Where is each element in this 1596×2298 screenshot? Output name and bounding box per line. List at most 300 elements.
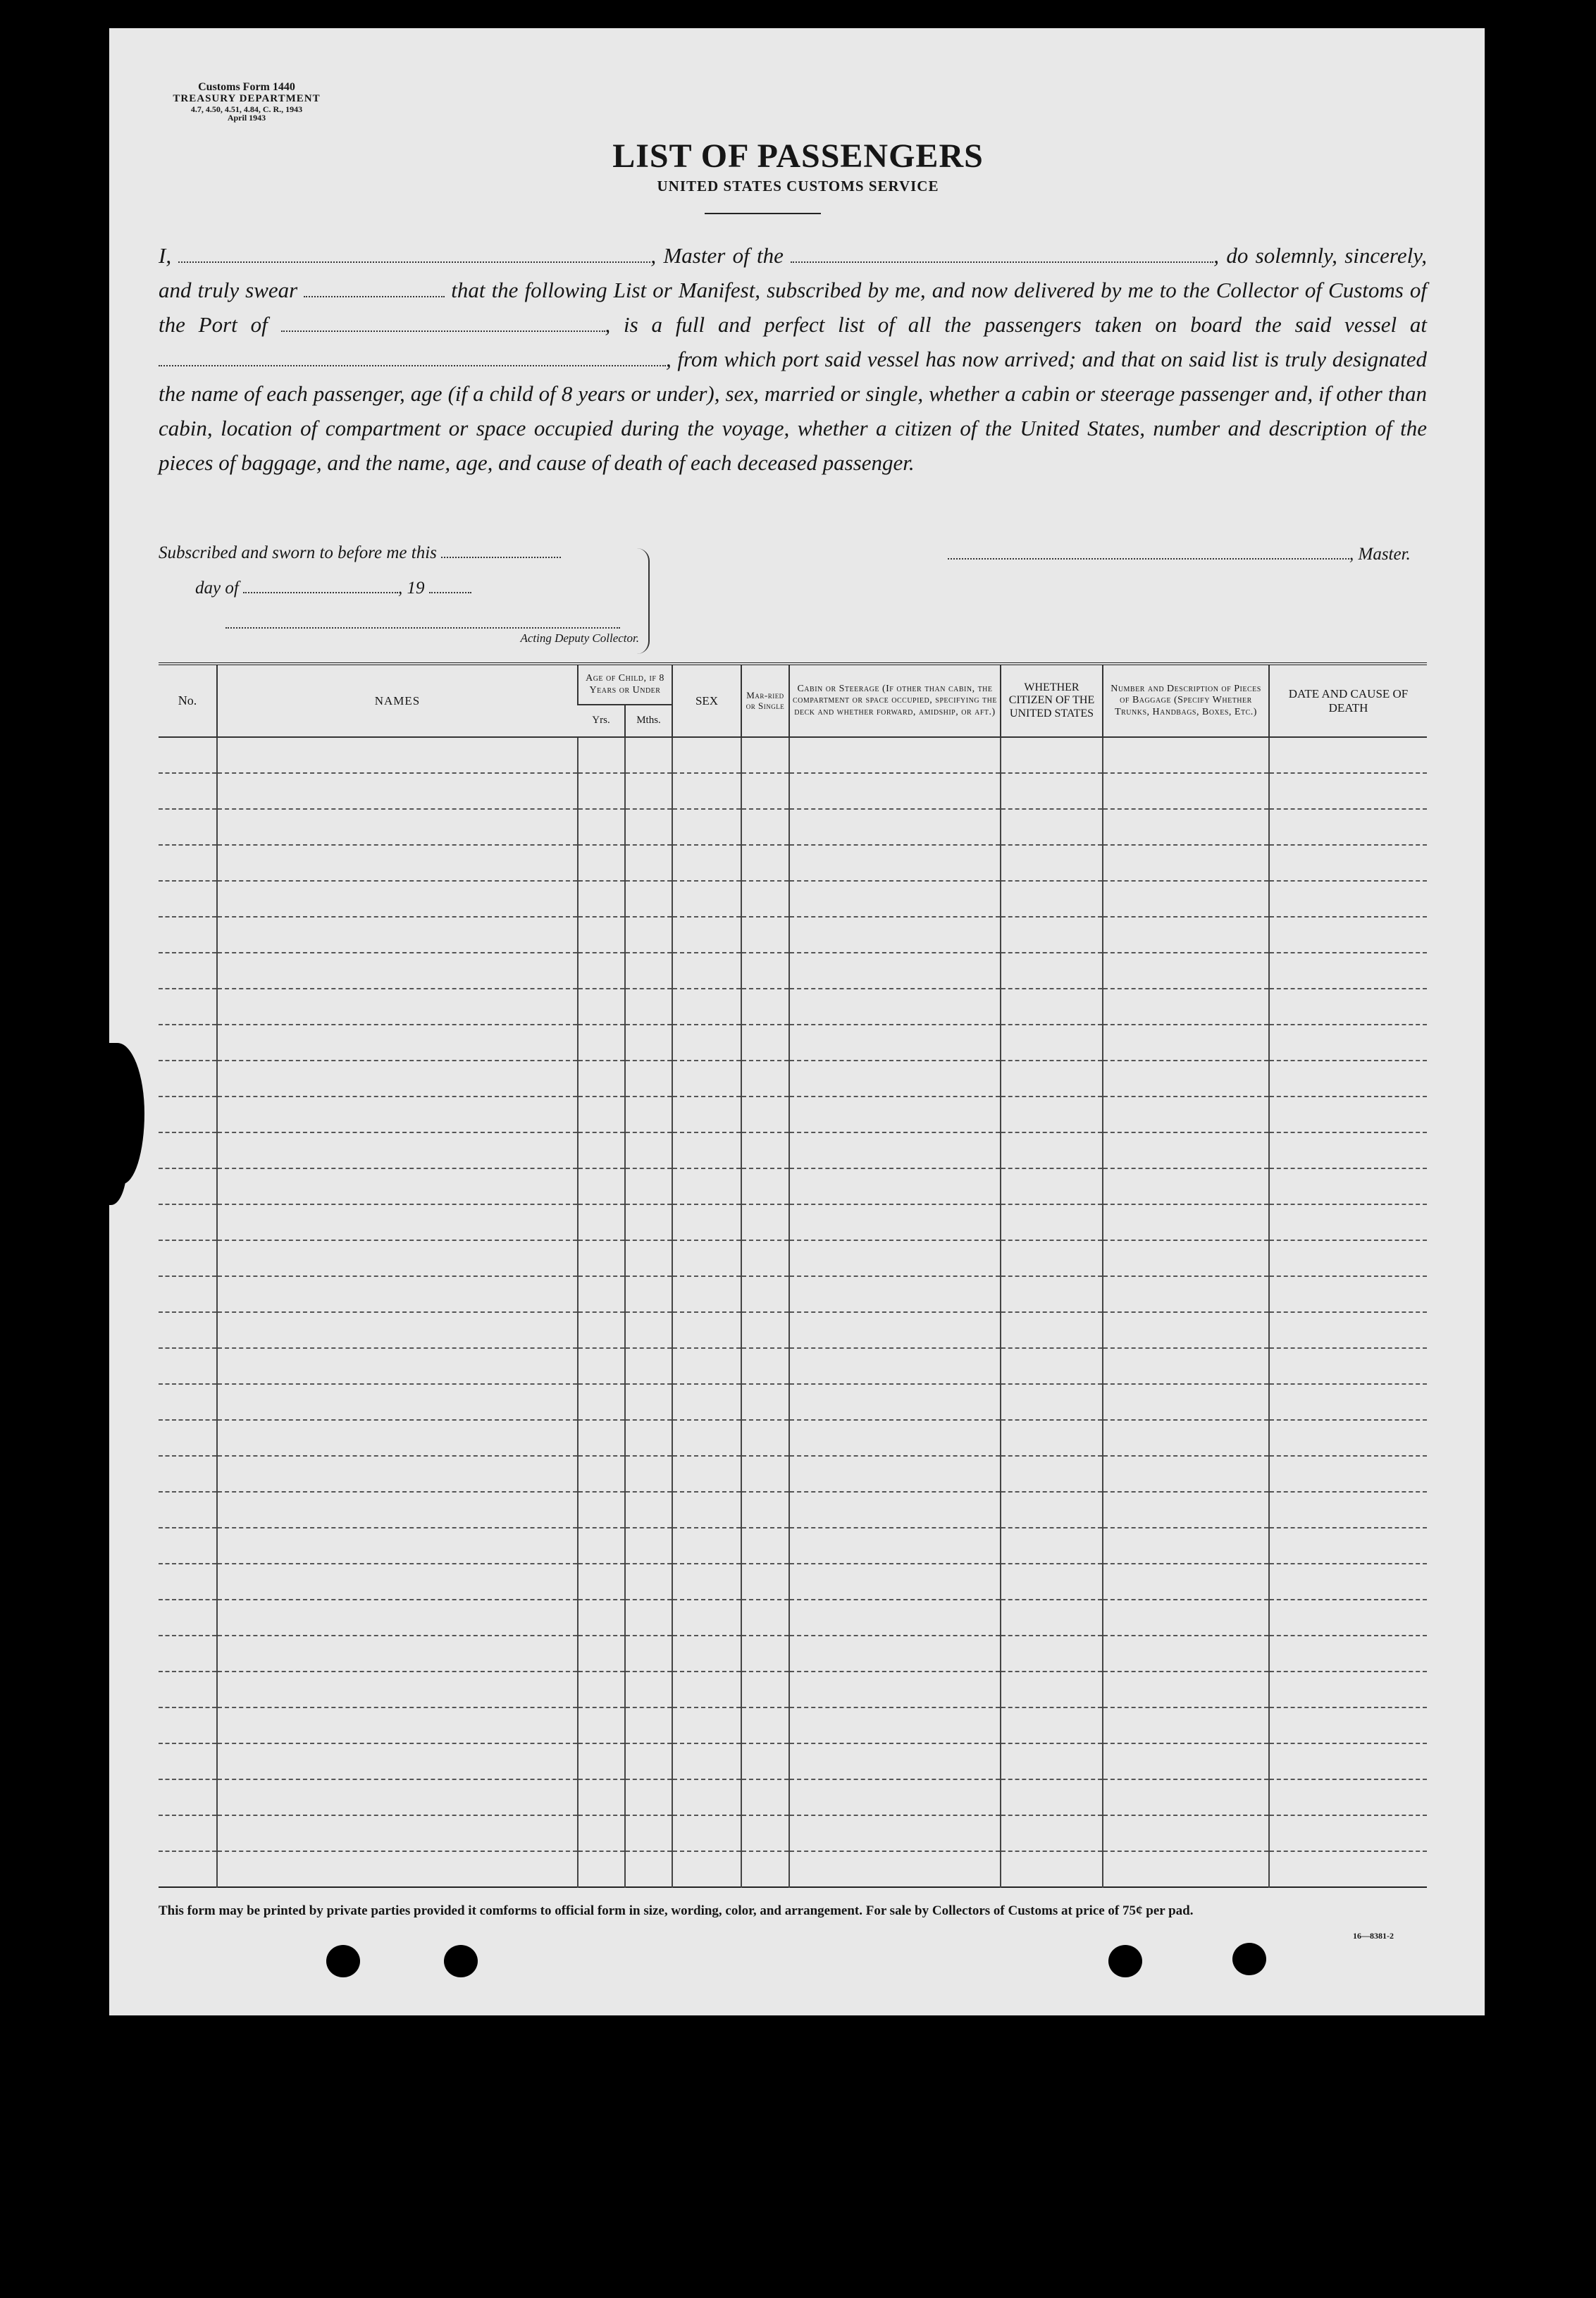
table-cell[interactable]: [672, 1636, 741, 1672]
table-cell[interactable]: [672, 989, 741, 1025]
table-cell[interactable]: [741, 773, 789, 809]
master-name-field[interactable]: [178, 246, 650, 263]
table-cell[interactable]: [741, 1743, 789, 1779]
table-cell[interactable]: [1103, 989, 1269, 1025]
table-cell[interactable]: [789, 809, 1001, 845]
table-cell[interactable]: [1103, 1528, 1269, 1564]
table-cell[interactable]: [578, 1097, 625, 1132]
table-cell[interactable]: [789, 881, 1001, 917]
table-cell[interactable]: [1103, 1815, 1269, 1851]
table-cell[interactable]: [578, 737, 625, 773]
table-cell[interactable]: [1001, 1204, 1103, 1240]
port-field[interactable]: [281, 315, 605, 332]
table-cell[interactable]: [625, 1276, 672, 1312]
table-cell[interactable]: [789, 1312, 1001, 1348]
table-cell[interactable]: [672, 1707, 741, 1743]
table-cell[interactable]: [1269, 881, 1427, 917]
table-cell[interactable]: [1269, 917, 1427, 953]
table-cell[interactable]: [1103, 1743, 1269, 1779]
table-cell[interactable]: [672, 1456, 741, 1492]
table-cell[interactable]: [217, 773, 578, 809]
table-cell[interactable]: [1269, 1743, 1427, 1779]
table-cell[interactable]: [1269, 1779, 1427, 1815]
table-cell[interactable]: [159, 1707, 217, 1743]
table-cell[interactable]: [672, 1204, 741, 1240]
table-cell[interactable]: [789, 1815, 1001, 1851]
table-cell[interactable]: [741, 1097, 789, 1132]
table-cell[interactable]: [1103, 1276, 1269, 1312]
table-cell[interactable]: [578, 1851, 625, 1887]
table-cell[interactable]: [217, 989, 578, 1025]
table-cell[interactable]: [1103, 881, 1269, 917]
table-cell[interactable]: [1269, 773, 1427, 809]
table-cell[interactable]: [159, 1132, 217, 1168]
table-cell[interactable]: [672, 1240, 741, 1276]
table-cell[interactable]: [741, 809, 789, 845]
table-cell[interactable]: [741, 1851, 789, 1887]
table-cell[interactable]: [672, 737, 741, 773]
table-cell[interactable]: [672, 1600, 741, 1636]
table-cell[interactable]: [789, 1348, 1001, 1384]
table-cell[interactable]: [159, 1348, 217, 1384]
table-cell[interactable]: [625, 881, 672, 917]
table-cell[interactable]: [789, 1528, 1001, 1564]
table-cell[interactable]: [159, 1025, 217, 1061]
table-cell[interactable]: [625, 1025, 672, 1061]
table-cell[interactable]: [159, 1564, 217, 1600]
table-cell[interactable]: [625, 1456, 672, 1492]
table-cell[interactable]: [741, 1240, 789, 1276]
table-cell[interactable]: [625, 1384, 672, 1420]
table-cell[interactable]: [1001, 1312, 1103, 1348]
table-cell[interactable]: [672, 1312, 741, 1348]
table-cell[interactable]: [217, 1276, 578, 1312]
table-cell[interactable]: [1269, 1240, 1427, 1276]
table-cell[interactable]: [672, 1061, 741, 1097]
table-cell[interactable]: [578, 1384, 625, 1420]
table-cell[interactable]: [1001, 1600, 1103, 1636]
table-cell[interactable]: [217, 1528, 578, 1564]
table-cell[interactable]: [672, 1348, 741, 1384]
table-cell[interactable]: [1001, 1779, 1103, 1815]
table-cell[interactable]: [1103, 1061, 1269, 1097]
table-cell[interactable]: [672, 1779, 741, 1815]
table-cell[interactable]: [625, 1743, 672, 1779]
table-cell[interactable]: [1001, 1240, 1103, 1276]
table-cell[interactable]: [625, 989, 672, 1025]
table-cell[interactable]: [578, 1025, 625, 1061]
table-cell[interactable]: [789, 773, 1001, 809]
table-cell[interactable]: [789, 1636, 1001, 1672]
table-cell[interactable]: [625, 1097, 672, 1132]
table-cell[interactable]: [789, 1851, 1001, 1887]
table-cell[interactable]: [1269, 1707, 1427, 1743]
table-cell[interactable]: [789, 1600, 1001, 1636]
table-cell[interactable]: [741, 1204, 789, 1240]
table-cell[interactable]: [672, 845, 741, 881]
table-cell[interactable]: [578, 1240, 625, 1276]
table-cell[interactable]: [159, 737, 217, 773]
table-cell[interactable]: [789, 989, 1001, 1025]
table-cell[interactable]: [1001, 845, 1103, 881]
table-cell[interactable]: [672, 1097, 741, 1132]
table-cell[interactable]: [1103, 917, 1269, 953]
table-cell[interactable]: [159, 809, 217, 845]
table-cell[interactable]: [741, 1672, 789, 1707]
table-cell[interactable]: [578, 1528, 625, 1564]
table-cell[interactable]: [1103, 1456, 1269, 1492]
table-cell[interactable]: [625, 1672, 672, 1707]
table-cell[interactable]: [159, 1528, 217, 1564]
table-cell[interactable]: [159, 1204, 217, 1240]
table-cell[interactable]: [578, 1815, 625, 1851]
table-cell[interactable]: [578, 989, 625, 1025]
table-cell[interactable]: [217, 1456, 578, 1492]
table-cell[interactable]: [1103, 1204, 1269, 1240]
table-cell[interactable]: [159, 1815, 217, 1851]
table-cell[interactable]: [789, 1061, 1001, 1097]
table-cell[interactable]: [1103, 1348, 1269, 1384]
table-cell[interactable]: [217, 1061, 578, 1097]
table-cell[interactable]: [159, 1097, 217, 1132]
table-cell[interactable]: [789, 1492, 1001, 1528]
table-cell[interactable]: [741, 1528, 789, 1564]
table-cell[interactable]: [1001, 1815, 1103, 1851]
table-cell[interactable]: [159, 1061, 217, 1097]
table-cell[interactable]: [217, 1384, 578, 1420]
table-cell[interactable]: [1001, 1636, 1103, 1672]
table-cell[interactable]: [741, 1276, 789, 1312]
sworn-year-field[interactable]: [429, 576, 471, 593]
table-cell[interactable]: [1001, 1707, 1103, 1743]
table-cell[interactable]: [625, 1132, 672, 1168]
table-cell[interactable]: [789, 737, 1001, 773]
table-cell[interactable]: [159, 1672, 217, 1707]
table-cell[interactable]: [159, 1240, 217, 1276]
table-cell[interactable]: [1001, 917, 1103, 953]
table-cell[interactable]: [741, 1168, 789, 1204]
table-cell[interactable]: [672, 953, 741, 989]
table-cell[interactable]: [1001, 1564, 1103, 1600]
table-cell[interactable]: [625, 1204, 672, 1240]
table-cell[interactable]: [1001, 1061, 1103, 1097]
table-cell[interactable]: [1103, 1492, 1269, 1528]
table-cell[interactable]: [1001, 737, 1103, 773]
table-cell[interactable]: [1001, 1456, 1103, 1492]
table-cell[interactable]: [159, 845, 217, 881]
table-cell[interactable]: [217, 1420, 578, 1456]
table-cell[interactable]: [672, 1168, 741, 1204]
table-cell[interactable]: [625, 1851, 672, 1887]
table-cell[interactable]: [672, 1492, 741, 1528]
table-cell[interactable]: [1269, 1348, 1427, 1384]
table-cell[interactable]: [217, 1097, 578, 1132]
table-cell[interactable]: [672, 1276, 741, 1312]
table-cell[interactable]: [1103, 1600, 1269, 1636]
table-cell[interactable]: [1001, 1097, 1103, 1132]
table-cell[interactable]: [672, 881, 741, 917]
table-cell[interactable]: [625, 1312, 672, 1348]
table-cell[interactable]: [625, 953, 672, 989]
table-cell[interactable]: [741, 917, 789, 953]
table-cell[interactable]: [741, 1384, 789, 1420]
table-cell[interactable]: [217, 953, 578, 989]
table-cell[interactable]: [741, 1061, 789, 1097]
table-cell[interactable]: [741, 1707, 789, 1743]
table-cell[interactable]: [1001, 1420, 1103, 1456]
table-cell[interactable]: [578, 1564, 625, 1600]
table-cell[interactable]: [1001, 881, 1103, 917]
table-cell[interactable]: [1269, 1025, 1427, 1061]
vessel-name-field[interactable]: [791, 246, 1213, 263]
table-cell[interactable]: [217, 1312, 578, 1348]
table-cell[interactable]: [1001, 1025, 1103, 1061]
table-cell[interactable]: [1103, 1097, 1269, 1132]
table-cell[interactable]: [1269, 737, 1427, 773]
table-cell[interactable]: [741, 1600, 789, 1636]
table-cell[interactable]: [672, 917, 741, 953]
table-cell[interactable]: [625, 809, 672, 845]
table-cell[interactable]: [741, 1492, 789, 1528]
table-cell[interactable]: [578, 1492, 625, 1528]
table-cell[interactable]: [1103, 1312, 1269, 1348]
table-cell[interactable]: [217, 1743, 578, 1779]
table-cell[interactable]: [217, 1025, 578, 1061]
table-cell[interactable]: [789, 1132, 1001, 1168]
table-cell[interactable]: [578, 1312, 625, 1348]
table-cell[interactable]: [1001, 989, 1103, 1025]
table-cell[interactable]: [1269, 809, 1427, 845]
table-cell[interactable]: [672, 1743, 741, 1779]
table-cell[interactable]: [578, 1672, 625, 1707]
table-cell[interactable]: [741, 953, 789, 989]
table-cell[interactable]: [625, 1815, 672, 1851]
table-cell[interactable]: [625, 1420, 672, 1456]
table-cell[interactable]: [1001, 1492, 1103, 1528]
table-cell[interactable]: [741, 1636, 789, 1672]
table-cell[interactable]: [1001, 1672, 1103, 1707]
table-cell[interactable]: [741, 881, 789, 917]
table-cell[interactable]: [1103, 1168, 1269, 1204]
table-cell[interactable]: [217, 1779, 578, 1815]
embark-port-field[interactable]: [159, 350, 666, 366]
table-cell[interactable]: [625, 1168, 672, 1204]
table-cell[interactable]: [672, 1564, 741, 1600]
table-cell[interactable]: [625, 1707, 672, 1743]
table-cell[interactable]: [159, 1851, 217, 1887]
table-cell[interactable]: [789, 1240, 1001, 1276]
table-cell[interactable]: [159, 881, 217, 917]
table-cell[interactable]: [159, 1420, 217, 1456]
table-cell[interactable]: [1269, 1492, 1427, 1528]
table-cell[interactable]: [1269, 1456, 1427, 1492]
table-cell[interactable]: [741, 845, 789, 881]
table-cell[interactable]: [1103, 773, 1269, 809]
table-cell[interactable]: [1269, 1672, 1427, 1707]
table-cell[interactable]: [741, 1815, 789, 1851]
table-cell[interactable]: [672, 1672, 741, 1707]
table-cell[interactable]: [1103, 737, 1269, 773]
table-cell[interactable]: [625, 1240, 672, 1276]
table-cell[interactable]: [1269, 1600, 1427, 1636]
table-cell[interactable]: [625, 1779, 672, 1815]
table-cell[interactable]: [741, 1420, 789, 1456]
table-cell[interactable]: [789, 1025, 1001, 1061]
sworn-day-field[interactable]: [441, 541, 561, 558]
table-cell[interactable]: [789, 1564, 1001, 1600]
table-cell[interactable]: [578, 1600, 625, 1636]
table-cell[interactable]: [1269, 989, 1427, 1025]
master-signature-field[interactable]: [948, 543, 1349, 560]
table-cell[interactable]: [1103, 1851, 1269, 1887]
table-cell[interactable]: [217, 737, 578, 773]
table-cell[interactable]: [1269, 1132, 1427, 1168]
table-cell[interactable]: [1001, 1528, 1103, 1564]
table-cell[interactable]: [217, 845, 578, 881]
table-cell[interactable]: [217, 1672, 578, 1707]
table-cell[interactable]: [789, 1276, 1001, 1312]
table-cell[interactable]: [1269, 1276, 1427, 1312]
table-cell[interactable]: [741, 737, 789, 773]
table-cell[interactable]: [741, 1132, 789, 1168]
table-cell[interactable]: [1103, 1636, 1269, 1672]
table-cell[interactable]: [625, 1600, 672, 1636]
table-cell[interactable]: [217, 1600, 578, 1636]
table-cell[interactable]: [159, 1312, 217, 1348]
table-cell[interactable]: [1103, 1564, 1269, 1600]
table-cell[interactable]: [625, 845, 672, 881]
table-cell[interactable]: [1269, 845, 1427, 881]
table-cell[interactable]: [1269, 1061, 1427, 1097]
table-cell[interactable]: [1103, 1025, 1269, 1061]
table-cell[interactable]: [789, 1707, 1001, 1743]
table-cell[interactable]: [1001, 773, 1103, 809]
table-cell[interactable]: [672, 1420, 741, 1456]
table-cell[interactable]: [1269, 1384, 1427, 1420]
table-cell[interactable]: [789, 1456, 1001, 1492]
table-cell[interactable]: [625, 1564, 672, 1600]
table-cell[interactable]: [625, 917, 672, 953]
table-cell[interactable]: [159, 1743, 217, 1779]
table-cell[interactable]: [789, 1743, 1001, 1779]
table-cell[interactable]: [672, 1815, 741, 1851]
table-cell[interactable]: [789, 1097, 1001, 1132]
table-cell[interactable]: [159, 1168, 217, 1204]
table-cell[interactable]: [625, 737, 672, 773]
table-cell[interactable]: [578, 809, 625, 845]
table-cell[interactable]: [1269, 1204, 1427, 1240]
table-cell[interactable]: [217, 1204, 578, 1240]
table-cell[interactable]: [578, 1743, 625, 1779]
table-cell[interactable]: [672, 1384, 741, 1420]
table-cell[interactable]: [159, 1384, 217, 1420]
table-cell[interactable]: [672, 773, 741, 809]
table-cell[interactable]: [217, 1168, 578, 1204]
table-cell[interactable]: [217, 1348, 578, 1384]
table-cell[interactable]: [741, 1564, 789, 1600]
table-cell[interactable]: [578, 953, 625, 989]
table-cell[interactable]: [578, 845, 625, 881]
table-cell[interactable]: [578, 917, 625, 953]
table-cell[interactable]: [578, 773, 625, 809]
table-cell[interactable]: [578, 1707, 625, 1743]
table-cell[interactable]: [578, 1420, 625, 1456]
table-cell[interactable]: [159, 917, 217, 953]
sworn-month-field[interactable]: [243, 576, 398, 593]
table-cell[interactable]: [1269, 1564, 1427, 1600]
table-cell[interactable]: [789, 1779, 1001, 1815]
table-cell[interactable]: [217, 1492, 578, 1528]
table-cell[interactable]: [217, 1240, 578, 1276]
table-cell[interactable]: [159, 989, 217, 1025]
table-cell[interactable]: [578, 1061, 625, 1097]
oath-field[interactable]: [304, 280, 445, 297]
table-cell[interactable]: [1269, 953, 1427, 989]
table-cell[interactable]: [672, 1528, 741, 1564]
table-cell[interactable]: [625, 1061, 672, 1097]
table-cell[interactable]: [789, 917, 1001, 953]
table-cell[interactable]: [1269, 1168, 1427, 1204]
table-cell[interactable]: [672, 1851, 741, 1887]
table-cell[interactable]: [1001, 1276, 1103, 1312]
table-cell[interactable]: [159, 1456, 217, 1492]
table-cell[interactable]: [1103, 1779, 1269, 1815]
table-cell[interactable]: [217, 1636, 578, 1672]
table-cell[interactable]: [672, 809, 741, 845]
table-cell[interactable]: [1001, 809, 1103, 845]
table-cell[interactable]: [1269, 1815, 1427, 1851]
table-cell[interactable]: [578, 1348, 625, 1384]
table-cell[interactable]: [159, 1276, 217, 1312]
table-cell[interactable]: [159, 1492, 217, 1528]
table-cell[interactable]: [578, 1132, 625, 1168]
table-cell[interactable]: [1269, 1420, 1427, 1456]
table-cell[interactable]: [1103, 1420, 1269, 1456]
table-cell[interactable]: [1103, 1240, 1269, 1276]
table-cell[interactable]: [789, 1672, 1001, 1707]
table-cell[interactable]: [578, 1276, 625, 1312]
table-cell[interactable]: [1001, 1851, 1103, 1887]
table-cell[interactable]: [578, 1204, 625, 1240]
table-cell[interactable]: [159, 953, 217, 989]
table-cell[interactable]: [741, 989, 789, 1025]
table-cell[interactable]: [217, 809, 578, 845]
table-cell[interactable]: [625, 1348, 672, 1384]
table-cell[interactable]: [1269, 1528, 1427, 1564]
table-cell[interactable]: [1269, 1851, 1427, 1887]
table-cell[interactable]: [1001, 1132, 1103, 1168]
table-cell[interactable]: [741, 1456, 789, 1492]
table-cell[interactable]: [1269, 1312, 1427, 1348]
table-cell[interactable]: [578, 1636, 625, 1672]
table-cell[interactable]: [1103, 953, 1269, 989]
table-cell[interactable]: [741, 1779, 789, 1815]
table-cell[interactable]: [217, 917, 578, 953]
table-cell[interactable]: [217, 1815, 578, 1851]
table-cell[interactable]: [1001, 953, 1103, 989]
table-cell[interactable]: [741, 1312, 789, 1348]
table-cell[interactable]: [1103, 1132, 1269, 1168]
table-cell[interactable]: [217, 1851, 578, 1887]
table-cell[interactable]: [1103, 809, 1269, 845]
table-cell[interactable]: [578, 881, 625, 917]
table-cell[interactable]: [578, 1168, 625, 1204]
table-cell[interactable]: [159, 1600, 217, 1636]
table-cell[interactable]: [217, 1132, 578, 1168]
table-cell[interactable]: [672, 1025, 741, 1061]
table-cell[interactable]: [741, 1025, 789, 1061]
table-cell[interactable]: [625, 1492, 672, 1528]
